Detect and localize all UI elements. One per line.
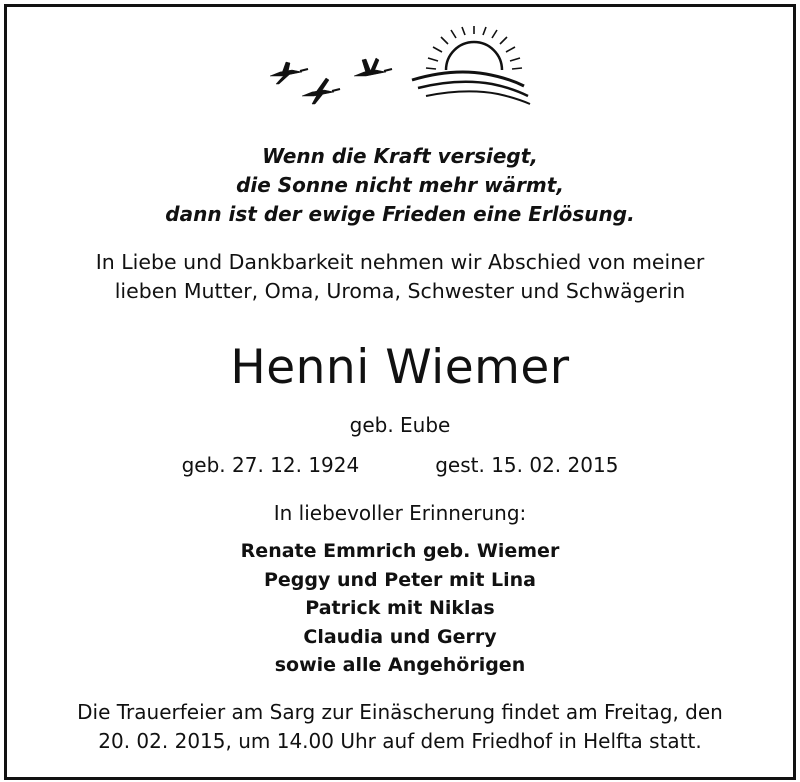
ceremony-line: Die Trauerfeier am Sarg zur Einäscherung findet am Freitag, den bbox=[77, 700, 723, 724]
intro-line: In Liebe und Dankbarkeit nehmen wir Abschied von meiner bbox=[95, 250, 705, 274]
death-date: gest. 15. 02. 2015 bbox=[435, 453, 619, 477]
mourner-item: sowie alle Angehörigen bbox=[274, 654, 526, 676]
poem-line: die Sonne nicht mehr wärmt, bbox=[236, 173, 564, 197]
deceased-name: Henni Wiemer bbox=[230, 340, 570, 395]
birth-date: geb. 27. 12. 1924 bbox=[181, 453, 360, 477]
farewell-intro bbox=[0, 248, 800, 306]
intro-line: lieben Mutter, Oma, Uroma, Schwester und Schwägerin bbox=[114, 279, 686, 303]
birth-name: geb. Eube bbox=[349, 413, 451, 437]
mourner-item: Patrick mit Niklas bbox=[305, 597, 495, 619]
poem-line: Wenn die Kraft versiegt, bbox=[262, 144, 538, 168]
hills-icon bbox=[412, 72, 530, 104]
mourners-list bbox=[0, 537, 800, 680]
ceremony-line: 20. 02. 2015, um 14.00 Uhr auf dem Friedhof in Helfta statt. bbox=[98, 729, 702, 753]
rising-sun-icon bbox=[426, 26, 522, 70]
mourner-item: Claudia und Gerry bbox=[303, 625, 497, 648]
flying-birds-icon bbox=[270, 58, 392, 104]
mourner-item: Peggy und Peter mit Lina bbox=[263, 568, 537, 591]
poem-verse bbox=[0, 142, 800, 229]
life-dates bbox=[0, 451, 800, 479]
ceremony-info bbox=[0, 698, 800, 756]
memory-line: In liebevoller Erinnerung: bbox=[273, 501, 527, 525]
mourner-item: Renate Emmrich geb. Wiemer bbox=[240, 540, 560, 562]
poem-line: dann ist der ewige Frieden eine Erlösung. bbox=[165, 202, 635, 226]
birds-and-sun-illustration bbox=[262, 24, 534, 108]
